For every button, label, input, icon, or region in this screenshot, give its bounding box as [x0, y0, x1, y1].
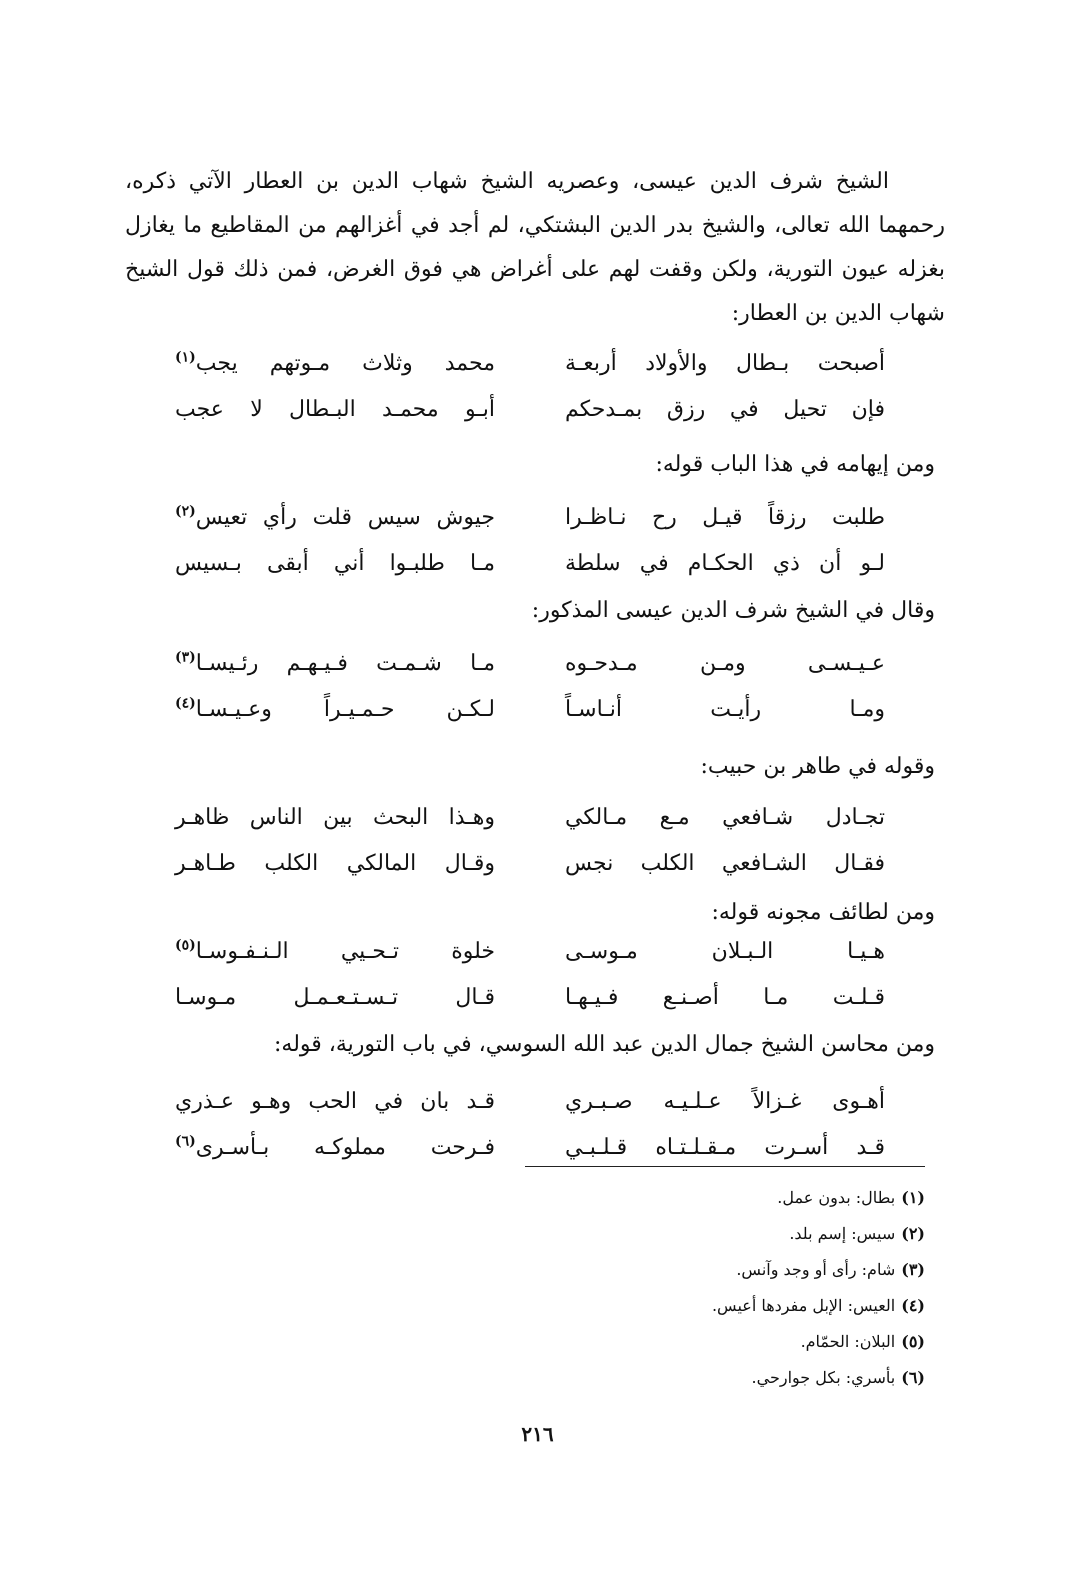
footnote-number: (٥)	[901, 1332, 925, 1351]
footnote-marker: (٢)	[175, 503, 196, 520]
footnote-text: سيس: إسم بلد.	[789, 1224, 896, 1243]
page-number: ٢١٦	[521, 1422, 554, 1446]
verse-second-hemistich: وهـذا البحث بين الناس ظاهـر	[175, 804, 495, 830]
footnote-divider	[525, 1166, 925, 1167]
verse	[175, 928, 885, 974]
footnote-item	[525, 1252, 925, 1288]
verse-first-hemistich: فقـال الشـافعي الكلب نجس	[565, 850, 885, 876]
verse-second-hemistich: مـا طلبـوا أني أبقى بـسيس	[175, 550, 495, 576]
hemistich-text: لـكـن حـمـيـراً وعـيـسـا	[195, 696, 495, 722]
verse-second-hemistich	[175, 697, 495, 722]
verse-first-hemistich: قـد أسـرت مـقـلـتـاه قـلـبـي	[565, 1134, 885, 1160]
hemistich-text: خلوة تـحـيي الـنـفـوسـا	[195, 938, 495, 964]
footnote-number: (٢)	[901, 1224, 925, 1243]
section-heading: ومن إيهامه في هذا الباب قوله:	[655, 452, 935, 477]
footnote-text: العيس: الإبل مفردها أعيس.	[711, 1296, 896, 1315]
verse-second-hemistich: قـال تـسـتـعـمـل مـوسـا	[175, 984, 495, 1010]
verse	[175, 974, 885, 1020]
verse-second-hemistich	[175, 939, 495, 964]
hemistich-text: فـرحت مملوكـه بـأسـرى	[195, 1134, 495, 1160]
footnote-text: بطال: بدون عمل.	[777, 1188, 896, 1207]
verse	[175, 840, 885, 886]
verse-second-hemistich	[175, 505, 495, 530]
poem-2	[175, 494, 885, 586]
verse-first-hemistich: قـلـت مـا أصـنـع فـيـهـا	[565, 984, 885, 1010]
verse-first-hemistich: أصبحت بـطال والأولاد أربعـة	[565, 350, 885, 376]
verse-second-hemistich: قـد بان في الحب وهـو عـذري	[175, 1088, 495, 1114]
verse-first-hemistich: لـو أن ذي الحكـام في سلطة	[565, 550, 885, 576]
poem-5	[175, 928, 885, 1020]
footnote-marker: (١)	[175, 349, 196, 366]
verse-first-hemistich: هـيـا الـبـلان مـوسـى	[565, 938, 885, 964]
verse	[175, 1078, 885, 1124]
footnote-number: (٦)	[901, 1368, 925, 1387]
hemistich-text: محمد وثلاث مـوتهم يجب	[195, 350, 495, 376]
footnote-number: (٤)	[901, 1296, 925, 1315]
verse	[175, 1124, 885, 1170]
footnote-text: بأسري: بكل جوارحي.	[751, 1368, 896, 1387]
footnote-text: البلان: الحمّام.	[800, 1332, 896, 1351]
verse	[175, 640, 885, 686]
verse-first-hemistich: فإن تحيل في رزق بمـدحكم	[565, 396, 885, 422]
verse-second-hemistich	[175, 651, 495, 676]
verse-second-hemistich: أبـو محمـد البـطال لا عجب	[175, 396, 495, 422]
footnote-item	[525, 1216, 925, 1252]
verse-first-hemistich: طلبت رزقاً قيـل رح نـاظـرا	[565, 504, 885, 530]
verse-second-hemistich	[175, 1135, 495, 1160]
footnote-item	[525, 1180, 925, 1216]
footnote-text: شام: رأى أو وجد وآنس.	[736, 1260, 896, 1279]
verse-first-hemistich: تجـادل شـافعي مـع مـالكي	[565, 804, 885, 830]
footnote-number: (٣)	[901, 1260, 925, 1279]
poem-6	[175, 1078, 885, 1170]
intro-paragraph: الشيخ شرف الدين عيسى، وعصريه الشيخ شهاب الدين بن العطار الآتي ذكره، رحمهما الله تعالى، والشيخ بدر الدين البشتكي، لم أجد في أغزالهم من المقاطيع ما يغازل بغزله عيون التورية، ولكن وقفت لهم على أغراض هي فوق الغرض، فمن ذلك قول الشيخ شهاب الدين بن العطار:	[125, 169, 945, 326]
footnote-marker: (٤)	[175, 695, 196, 712]
hemistich-text: مـا شـمـت فـيـهـم رئـيسـا	[195, 650, 495, 676]
footnote-item	[525, 1360, 925, 1396]
verse	[175, 794, 885, 840]
verse-first-hemistich: ومـا رأيـت أنـاسـاً	[565, 696, 885, 722]
hemistich-text: جيوش سيس قلت رأي تعيس	[195, 504, 495, 530]
section-heading: ومن محاسن الشيخ جمال الدين عبد الله السوسي، في باب التورية، قوله:	[274, 1032, 935, 1057]
verse	[175, 686, 885, 732]
section-heading: وقوله في طاهر بن حبيب:	[700, 754, 935, 779]
footnote-number: (١)	[901, 1188, 925, 1207]
footnote-marker: (٥)	[175, 937, 196, 954]
section-heading: ومن لطائف مجونه قوله:	[711, 900, 935, 925]
verse	[175, 340, 885, 386]
poem-1	[175, 340, 885, 432]
verse-second-hemistich	[175, 351, 495, 376]
footnote-marker: (٣)	[175, 649, 196, 666]
verse-second-hemistich: وقـال المالكي الكلب طـاهـر	[175, 850, 495, 876]
poem-3	[175, 640, 885, 732]
verse-first-hemistich: عـيـسـى ومـن مـدحـوه	[565, 650, 885, 676]
footnote-item	[525, 1288, 925, 1324]
verse	[175, 494, 885, 540]
section-heading: وقال في الشيخ شرف الدين عيسى المذكور:	[531, 598, 935, 623]
footnote-marker: (٦)	[175, 1133, 196, 1150]
verse-first-hemistich: أهـوى غـزالاً عـلـيـه صـبـري	[565, 1088, 885, 1114]
footnote-item	[525, 1324, 925, 1360]
verse	[175, 540, 885, 586]
footnotes-list	[525, 1180, 925, 1396]
poem-4	[175, 794, 885, 886]
verse	[175, 386, 885, 432]
